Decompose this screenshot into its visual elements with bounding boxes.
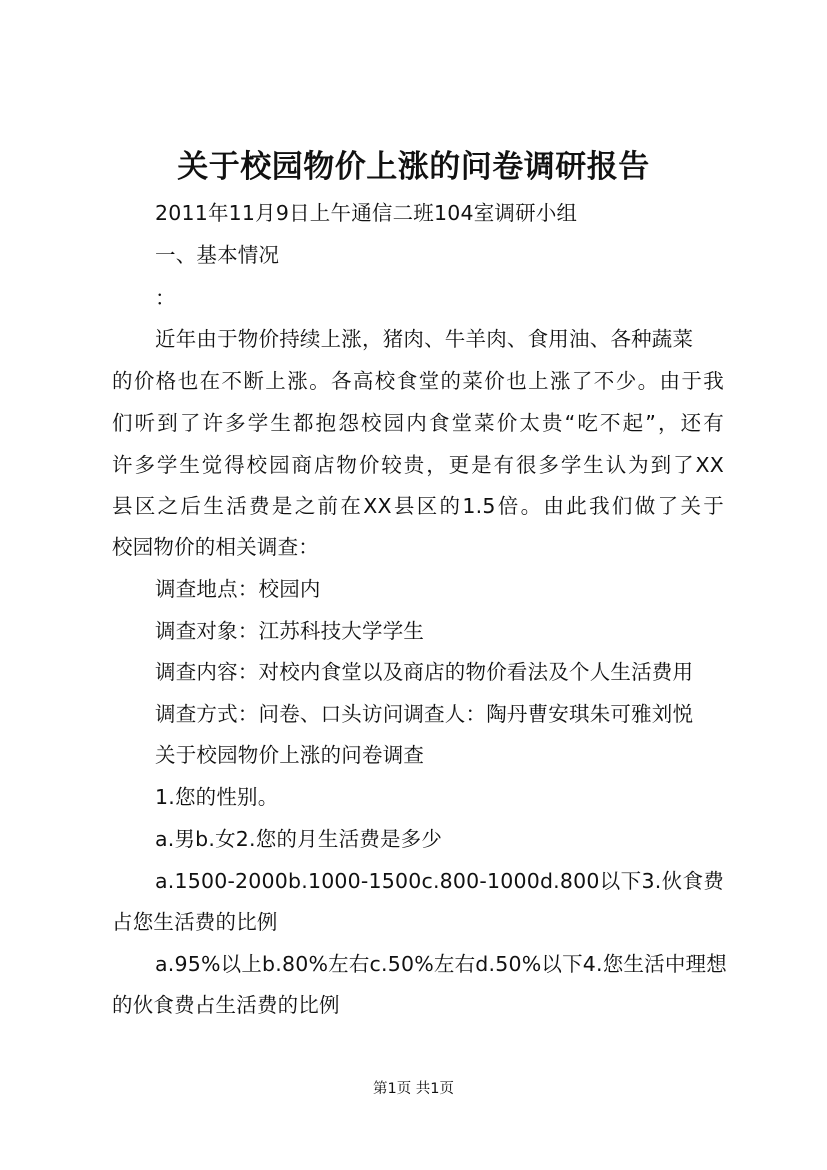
paragraph-line-6: 校园物价的相关调查：: [112, 535, 319, 559]
page-footer: 第1页 共1页: [372, 1081, 455, 1097]
survey-location: 调查地点：校园内: [155, 577, 321, 601]
paragraph-line-3: 们听到了许多学生都抱怨校园内食堂菜价太贵“吃不起”，还有: [112, 411, 724, 435]
document-title: 关于校园物价上涨的问卷调研报告: [177, 149, 650, 185]
report-date-line: 2011年11月9日上午通信二班104室调研小组: [155, 201, 578, 225]
survey-target: 调查对象：江苏科技大学学生: [155, 619, 425, 643]
question-1: 1.您的性别。: [155, 785, 279, 809]
colon-line: ：: [155, 286, 176, 310]
question-1-options: a.男b.女2.您的月生活费是多少: [155, 827, 443, 851]
paragraph-line-4: 许多学生觉得校园商店物价较贵，更是有很多学生认为到了XX: [112, 453, 724, 477]
survey-content: 调查内容：对校内食堂以及商店的物价看法及个人生活费用: [155, 660, 694, 684]
paragraph-line-1: 近年由于物价持续上涨，猪肉、牛羊肉、食用油、各种蔬菜: [155, 327, 694, 351]
section-heading: 一、基本情况: [155, 243, 280, 267]
question-3-text: 占您生活费的比例: [112, 910, 278, 934]
question-2-options: a.1500-2000b.1000-1500c.800-1000d.800以下3.伙食费: [155, 869, 724, 893]
question-3-options: a.95%以上b.80%左右c.50%左右d.50%以下4.您生活中理想: [155, 952, 727, 976]
paragraph-line-5: 县区之后生活费是之前在XX县区的1.5倍。由此我们做了关于: [112, 494, 724, 518]
paragraph-line-2: 的价格也在不断上涨。各高校食堂的菜价也上涨了不少。由于我: [112, 369, 724, 393]
questionnaire-title: 关于校园物价上涨的问卷调查: [155, 743, 425, 767]
survey-method: 调查方式：问卷、口头访问调查人：陶丹曹安琪朱可雅刘悦: [155, 702, 694, 726]
question-4-text: 的伙食费占生活费的比例: [112, 993, 340, 1017]
